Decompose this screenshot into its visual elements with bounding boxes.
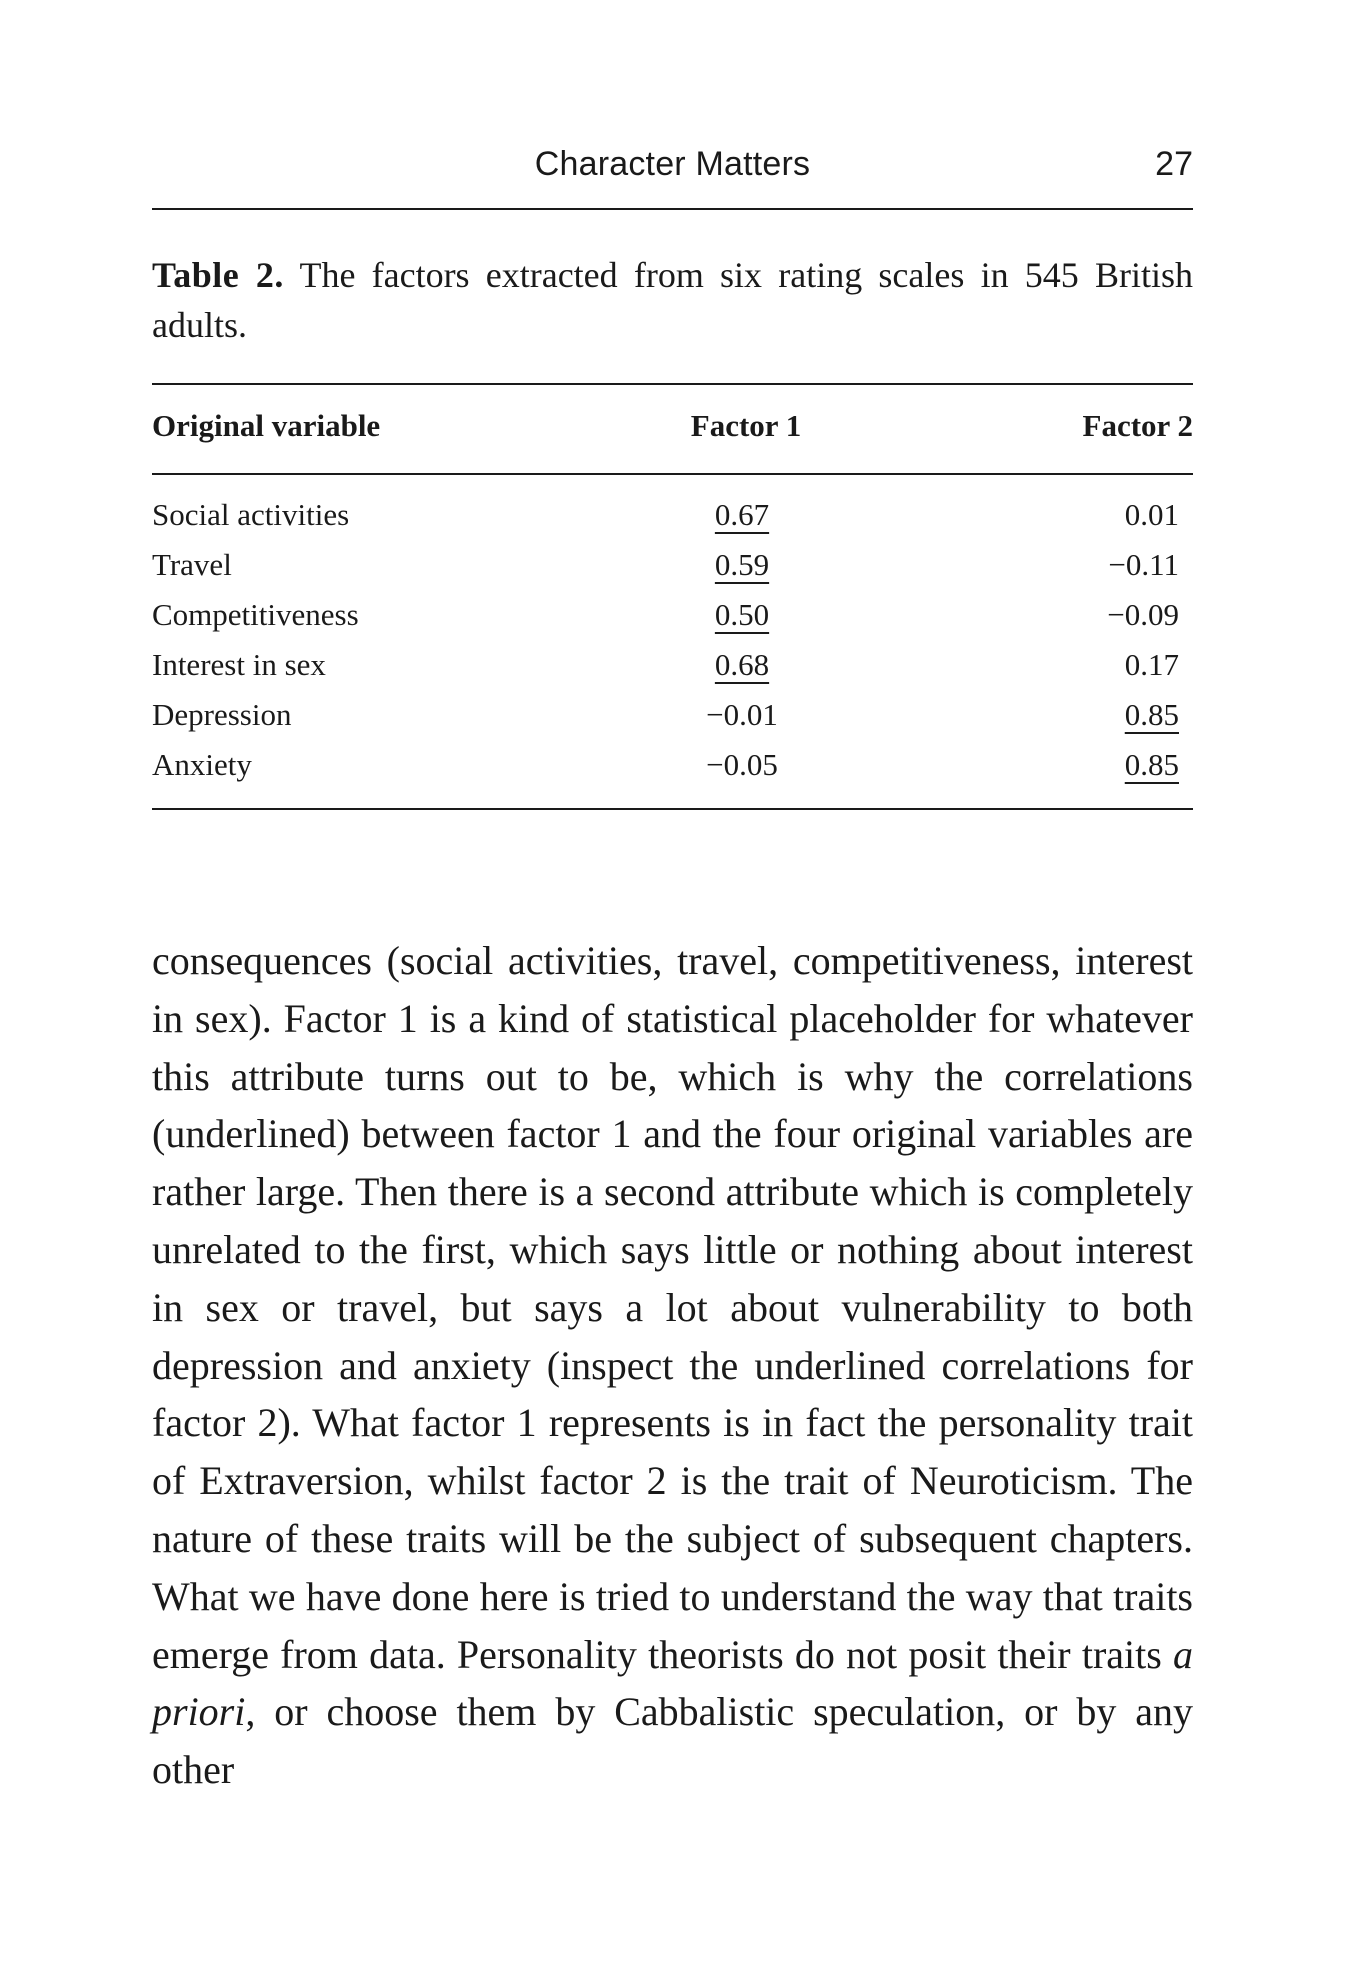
cell-factor-2: −0.09 [1107,597,1179,632]
table-row [152,495,1193,545]
cell-variable: Social activities [152,497,350,532]
table-caption [152,250,1193,350]
cell-variable: Anxiety [152,747,252,782]
cell-factor-1: −0.01 [706,697,778,732]
cell-variable: Competitiveness [152,597,359,632]
body-paragraph [152,932,1193,1799]
body-text-part-2: , or choose them by Cabbalistic speculation, or by any other [152,1689,1193,1793]
cell-factor-1: 0.68 [714,647,770,682]
page-number: 27 [1155,145,1193,183]
table-body [152,495,1193,795]
table-caption-label: Table 2. [152,255,284,295]
table-bottom-rule [152,808,1193,810]
cell-variable: Travel [152,547,232,582]
cell-variable: Interest in sex [152,647,326,682]
running-header [152,145,1193,195]
body-text-italic: a priori [152,1631,1193,1735]
cell-variable: Depression [152,697,292,732]
cell-factor-2: 0.01 [1124,497,1179,532]
cell-factor-2: 0.85 [1124,747,1179,782]
table-row [152,745,1193,795]
table-row [152,645,1193,695]
table-row [152,595,1193,645]
cell-factor-1: 0.67 [714,497,770,532]
column-header-variable: Original variable [152,408,381,443]
table-row [152,545,1193,595]
header-rule [152,208,1193,210]
table-header-row [152,408,1193,452]
cell-factor-1: 0.50 [714,597,770,632]
cell-factor-1: −0.05 [706,747,778,782]
table-top-rule [152,383,1193,385]
table-header-rule [152,473,1193,475]
cell-factor-2: −0.11 [1108,547,1179,582]
table-caption-text: The factors extracted from six rating scales in 545 British adults. [152,255,1193,345]
cell-factor-2: 0.85 [1124,697,1179,732]
body-text-part-1: consequences (social activities, travel, competitiveness, interest in sex). Factor 1 is a kind of statistical placeholder for whatever this attribute turns out to be, which is why the correlations (underlined) between factor 1 and the four original variables are rather large. Then there is a second attribute which is completely unrelated to the first, which says little or nothing about interest in sex or travel, but says a lot about vulnerability to both depression and anxiety (inspect the underlined correlations for factor 2). What factor 1 represents is in fact the personality trait of Extraversion, whilst factor 2 is the trait of Neuroticism. The nature of these traits will be the subject of subsequent chapters. What we have done here is tried to understand the way that traits emerge from data. Personality theorists do not posit their traits [152,938,1193,1677]
column-header-factor-1: Factor 1 [690,408,802,443]
table-row [152,695,1193,745]
column-header-factor-2: Factor 2 [1082,408,1193,443]
cell-factor-2: 0.17 [1124,647,1179,682]
cell-factor-1: 0.59 [714,547,770,582]
running-title: Character Matters [534,145,811,183]
